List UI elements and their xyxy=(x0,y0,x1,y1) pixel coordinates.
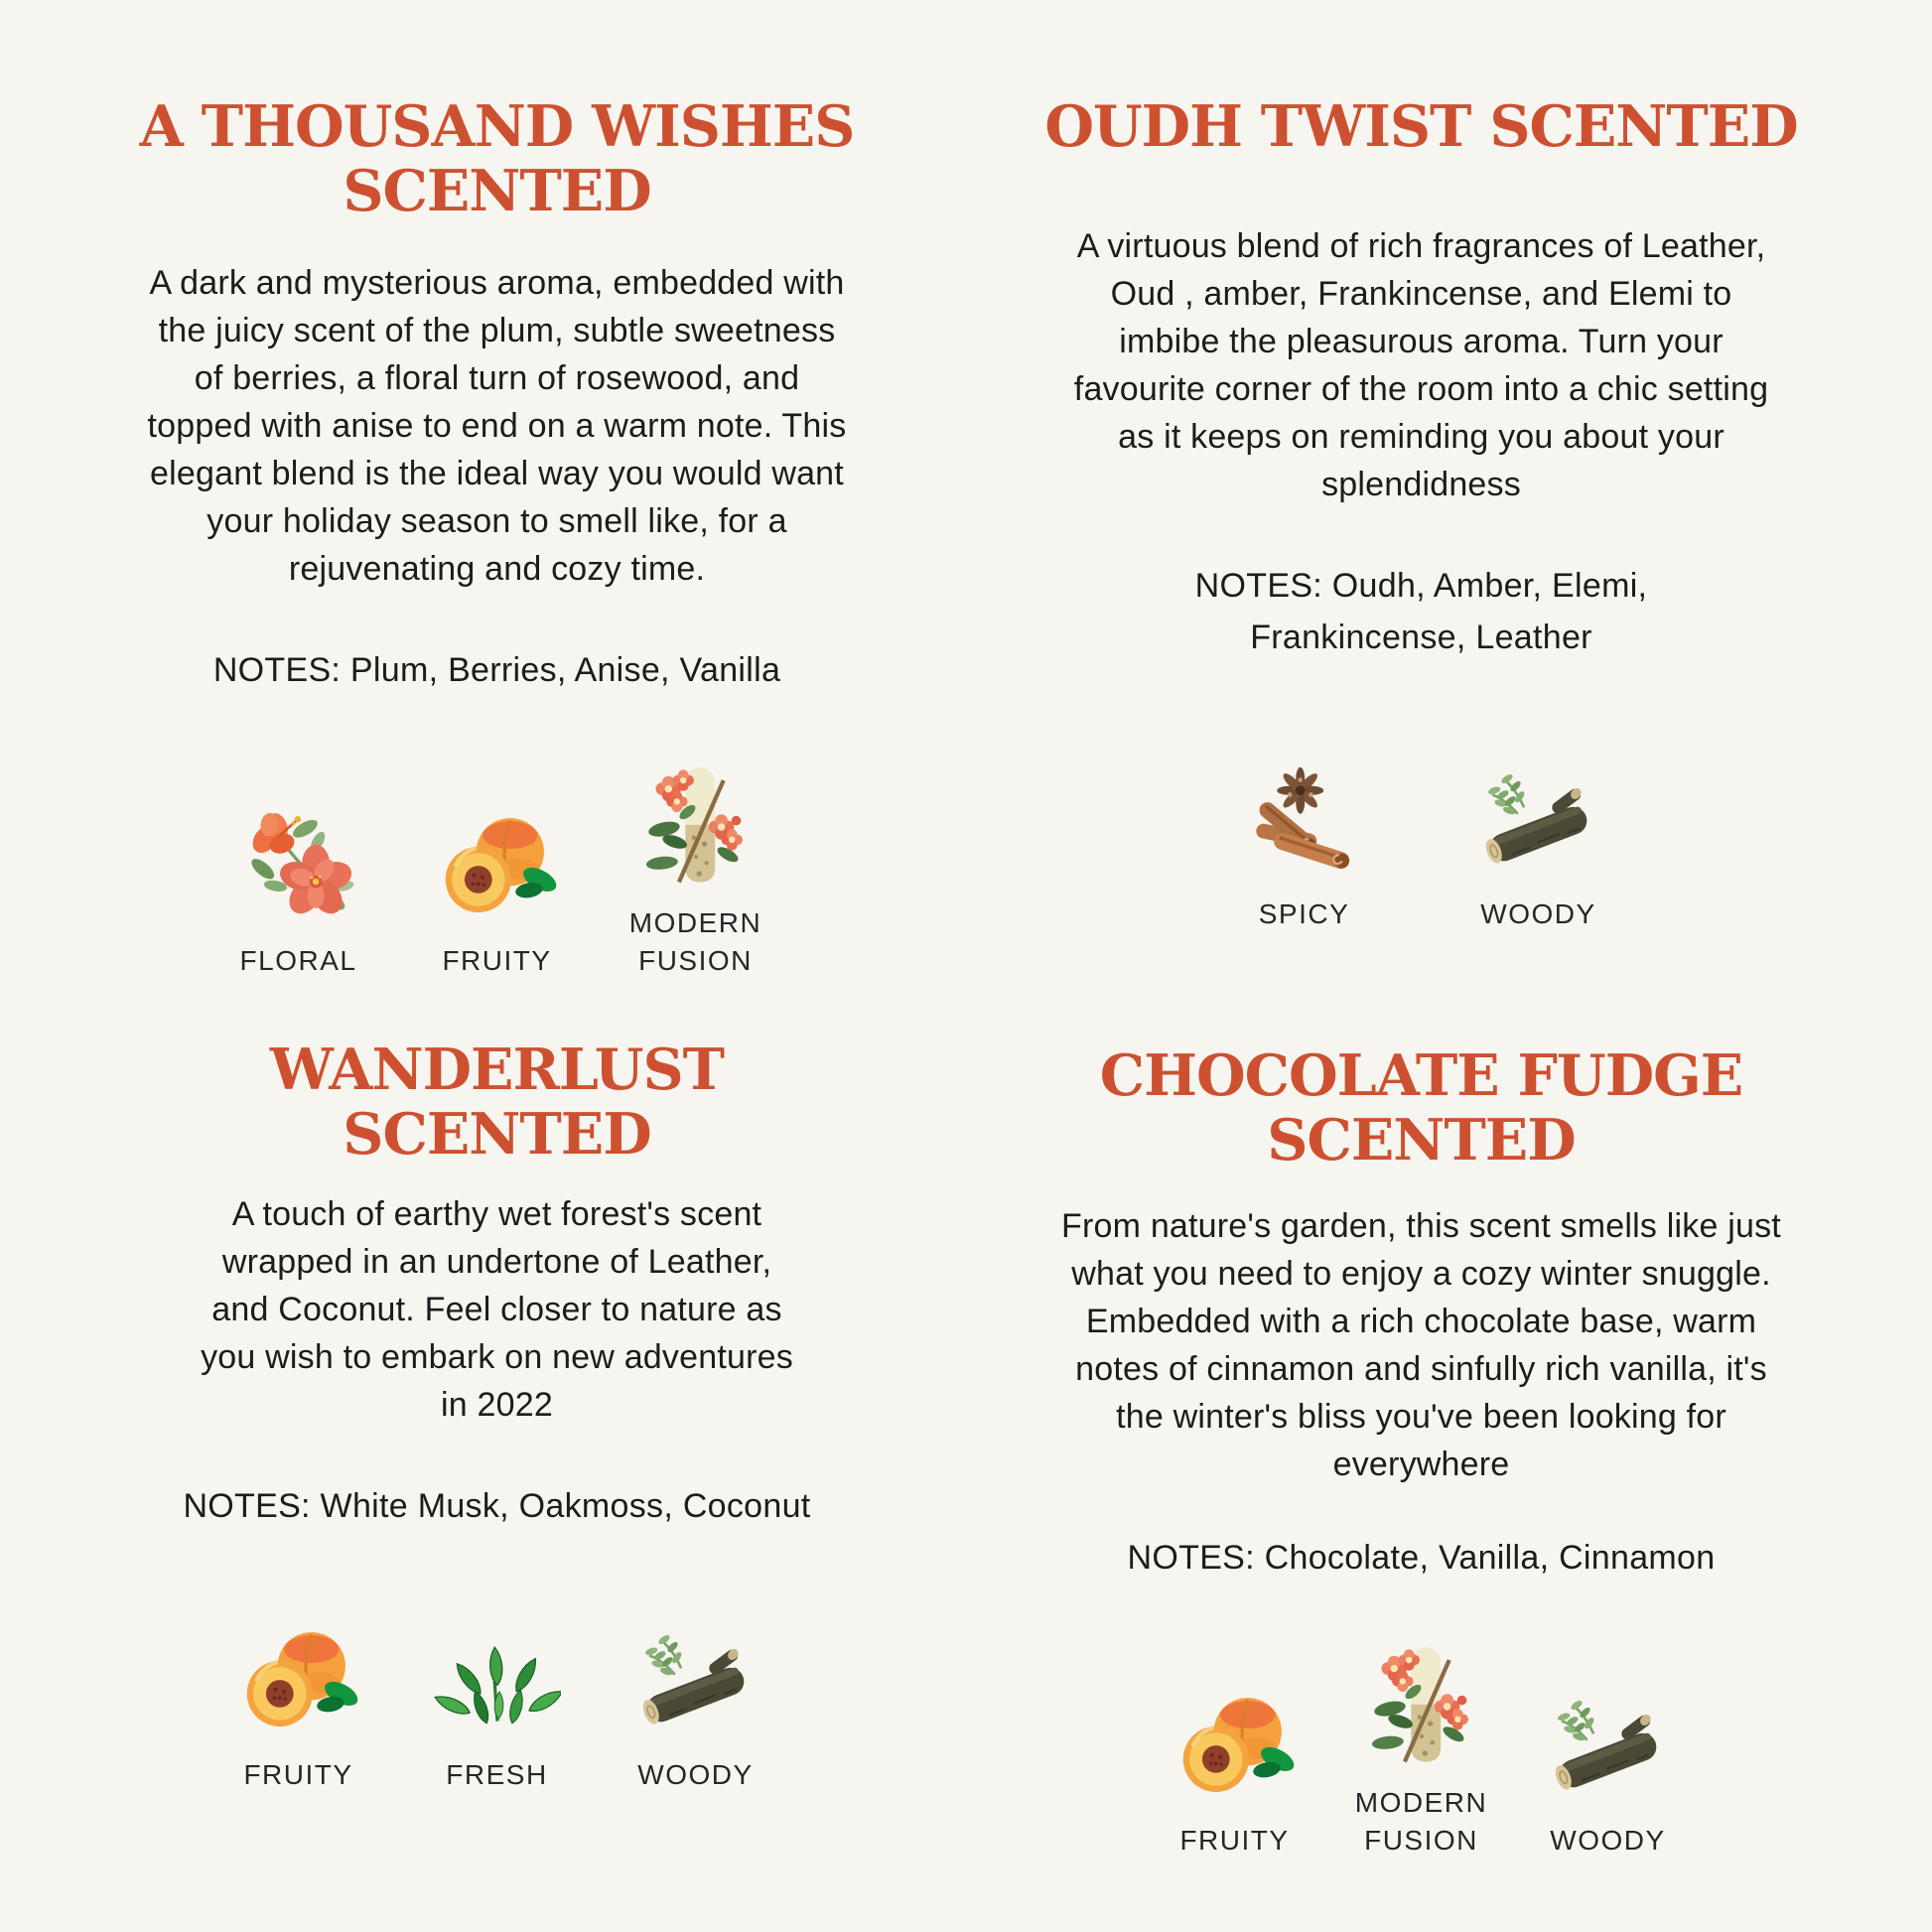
icon-art xyxy=(1539,1677,1678,1808)
icon-art xyxy=(1469,751,1608,882)
icon-art xyxy=(229,1611,368,1742)
card-description: A dark and mysterious aroma, embedded with the juicy scent of the plum, subtle sweetness of berries, a floral turn of rosewood, and topped with anise to end on a warm note. This elegant blend is the ideal way you would want your holiday season to smell like, for a rejuvenating and cozy time. xyxy=(147,264,847,588)
fruity-peach-icon xyxy=(233,1615,364,1742)
scent-family-floral xyxy=(223,797,374,980)
scent-family-label: WOODY xyxy=(1550,1825,1666,1856)
scent-family-spicy xyxy=(1229,751,1380,933)
scent-card-chocolate-fudge xyxy=(966,966,1932,1932)
floral-icon xyxy=(233,801,364,928)
scent-family-label: WOODY xyxy=(1480,898,1596,929)
scent-family-fresh xyxy=(422,1611,573,1794)
scent-family-label: FRUITY xyxy=(243,1759,353,1790)
scent-family-woody xyxy=(1463,751,1614,933)
icon-art xyxy=(229,797,368,928)
icon-art xyxy=(626,1611,765,1742)
scent-family-label: WOODY xyxy=(637,1759,754,1790)
fruity-peach-icon xyxy=(432,801,563,928)
spicy-cinnamon-icon xyxy=(1239,755,1370,882)
scent-family-row xyxy=(223,1611,771,1794)
scent-family-fruity xyxy=(1160,1677,1311,1860)
scent-family-label: MODERN FUSION xyxy=(1354,1787,1488,1856)
card-title: A THOUSAND WISHES SCENTED xyxy=(139,93,855,224)
scent-family-woody xyxy=(1533,1677,1684,1860)
icon-art xyxy=(428,797,567,928)
card-notes: NOTES: White Musk, Oakmoss, Coconut xyxy=(183,1487,811,1525)
fresh-leaves-icon xyxy=(432,1615,563,1742)
scent-family-woody xyxy=(621,1611,771,1794)
card-description: A touch of earthy wet forest's scent wrapped in an undertone of Leather, and Coconut. Feel closer to nature as you wish to embark on new adventures in 2022 xyxy=(201,1195,793,1424)
scent-family-modern-fusion xyxy=(621,759,771,980)
card-title: WANDERLUST SCENTED xyxy=(269,1036,725,1168)
scent-family-label: FRUITY xyxy=(442,945,552,976)
fruity-peach-icon xyxy=(1170,1681,1301,1808)
card-notes: NOTES: Plum, Berries, Anise, Vanilla xyxy=(212,651,781,689)
scent-card-a-thousand-wishes xyxy=(0,0,966,976)
scent-family-label: FRESH xyxy=(446,1759,548,1790)
scent-family-modern-fusion xyxy=(1346,1639,1497,1860)
icon-art xyxy=(626,759,765,891)
scent-family-row xyxy=(1160,1639,1684,1860)
card-title: OUDH TWIST SCENTED xyxy=(1044,93,1798,160)
card-title: CHOCOLATE FUDGE SCENTED xyxy=(1099,1042,1743,1173)
scent-family-label: FLORAL xyxy=(239,945,357,976)
woody-branch-icon xyxy=(1473,755,1604,882)
modern-fusion-icon xyxy=(630,763,761,891)
scent-family-fruity xyxy=(223,1611,374,1794)
scent-family-fruity xyxy=(422,797,573,980)
icon-art xyxy=(428,1611,567,1742)
woody-branch-icon xyxy=(1543,1681,1674,1808)
scent-family-label: SPICY xyxy=(1258,898,1350,929)
scent-family-label: FRUITY xyxy=(1179,1825,1290,1856)
scent-family-row xyxy=(1229,751,1614,933)
card-description: From nature's garden, this scent smells like just what you need to enjoy a cozy winter snuggle. Embedded with a rich chocolate base, warm notes of cinnamon and sinfully rich vanilla, it's the winter's bliss you've been looking for everywhere xyxy=(1061,1207,1781,1483)
card-notes: NOTES: Oudh, Amber, Elemi, Frankincense, Leather xyxy=(1194,567,1648,656)
icon-art xyxy=(1235,751,1374,882)
scent-family-row xyxy=(223,759,771,980)
scent-card-oudh-twist xyxy=(966,0,1932,966)
scent-card-wanderlust xyxy=(0,966,966,1932)
card-notes: NOTES: Chocolate, Vanilla, Cinnamon xyxy=(1127,1539,1716,1577)
card-description: A virtuous blend of rich fragrances of Leather, Oud , amber, Frankincense, and Elemi to imbibe the pleasurous aroma. Turn your favourite corner of the room into a chic setting as it keeps on reminding you about your splendidness xyxy=(1073,227,1769,503)
icon-art xyxy=(1166,1677,1305,1808)
scent-family-label: MODERN FUSION xyxy=(628,907,762,976)
modern-fusion-icon xyxy=(1356,1643,1487,1770)
icon-art xyxy=(1352,1639,1491,1770)
woody-branch-icon xyxy=(630,1615,761,1742)
